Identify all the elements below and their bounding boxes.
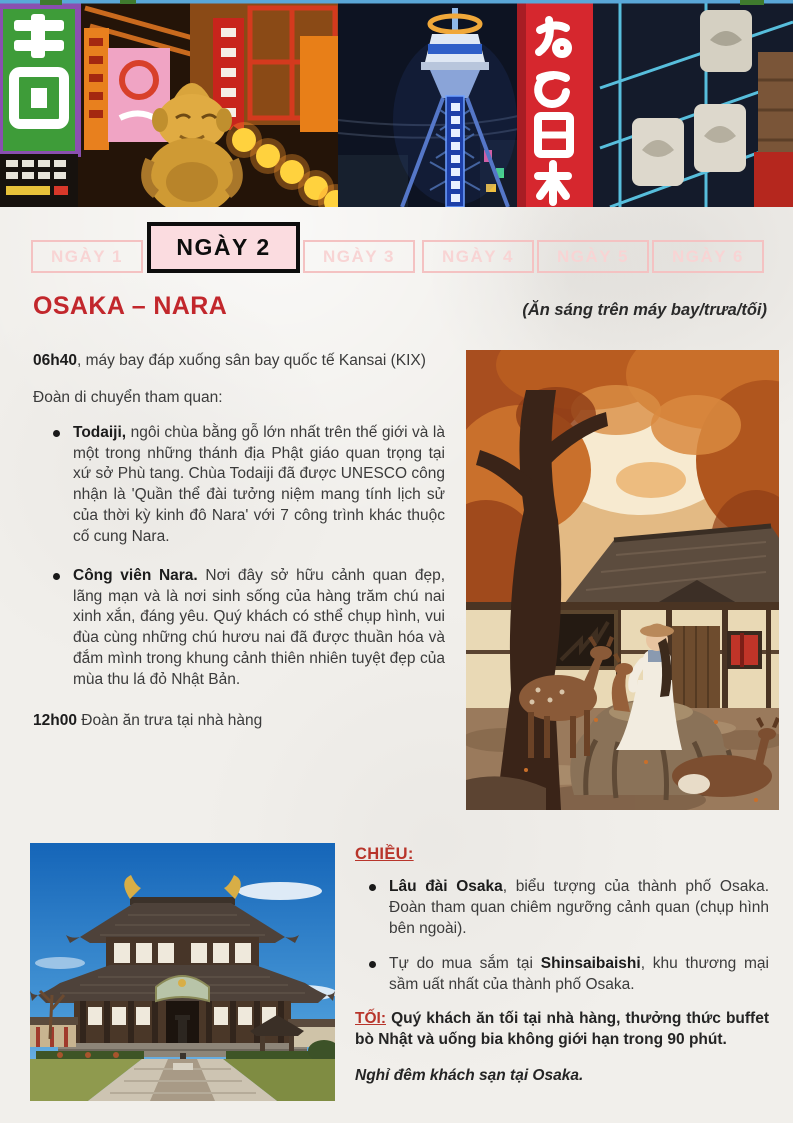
visit-item-todaiji	[33, 423, 445, 548]
arrival-time: 06h40	[33, 352, 77, 369]
osaka-night-photo-art	[0, 0, 793, 207]
osaka-night-photo	[0, 0, 793, 207]
arrival-text: , máy bay đáp xuống sân bay quốc tế Kansai (KIX)	[76, 352, 426, 369]
visit-item-text	[73, 423, 445, 548]
visit-item-text	[389, 877, 769, 940]
todaiji-temple-photo	[30, 843, 335, 1101]
tab-ngay-6[interactable]	[652, 240, 764, 273]
visit-item-osaka-castle	[355, 877, 769, 940]
nara-deer-photo-art	[466, 350, 779, 810]
tab-label: NGÀY 1	[51, 246, 123, 266]
visit-item-text	[389, 954, 769, 996]
evening-text: Quý khách ăn tối tại nhà hàng, thưởng thức buffet bò Nhật và uống bia không giới hạn trong 90 phút.	[355, 1010, 769, 1049]
bullet-dot-icon	[53, 430, 60, 437]
bullet-post: ngôi chùa bằng gỗ lớn nhất trên thế giới và là một trong những thánh địa Phật giáo quan trọng tại xứ sở Phù tang. Chùa Todaiji đã được UNESCO công nhận là 'Quần thể đài tưởng niệm mang tính lịch sử của thời kỳ kinh đô Nara' với 7 công trình khác thuộc cố cung Nara.	[73, 423, 445, 545]
lunch-line	[33, 711, 445, 732]
tab-ngay-5[interactable]	[537, 240, 649, 273]
meal-note: (Ăn sáng trên máy bay/trưa/tối)	[522, 301, 767, 319]
visit-item-shinsaibashi	[355, 954, 769, 996]
page-title: OSAKA – NARA	[33, 292, 228, 320]
intro-line: Đoàn di chuyển tham quan:	[33, 388, 223, 406]
bullet-dot-icon	[369, 884, 376, 891]
evening-label: TỐI:	[355, 1010, 386, 1028]
bullet-bold: Todaiji,	[73, 423, 127, 441]
tab-ngay-4[interactable]	[422, 240, 534, 273]
bullet-dot-icon	[53, 573, 60, 580]
evening-paragraph	[355, 1009, 769, 1051]
night-note: Nghỉ đêm khách sạn tại Osaka.	[355, 1067, 584, 1085]
tab-label: NGÀY 6	[672, 246, 744, 266]
tab-ngay-3[interactable]	[303, 240, 415, 273]
lunch-time: 12h00	[33, 711, 77, 729]
bullet-dot-icon	[369, 961, 376, 968]
visit-item-text	[73, 566, 445, 691]
tab-ngay-1[interactable]	[31, 240, 143, 273]
tab-label: NGÀY 2	[176, 234, 271, 260]
morning-section	[33, 351, 445, 732]
tab-label: NGÀY 3	[323, 246, 395, 266]
lunch-text: Đoàn ăn trưa tại nhà hàng	[76, 711, 263, 729]
bullet-post: Nơi đây sở hữu cảnh quan đẹp, lãng mạn và là nơi sinh sống của hàng trăm chú nai xinh xắn, đáng yêu. Quý khách có sthể chụp hình, vui đùa cùng những chú hươu nai đã được thuần hóa và đắm mình trong khung cảnh thiên nhiên tuyệt đẹp của mùa thu lá đỏ Nhật Bản.	[73, 566, 446, 688]
bullet-bold: Shinsaibaishi	[540, 954, 641, 972]
afternoon-section	[355, 843, 769, 1087]
arrival-line	[33, 351, 445, 372]
bullet-post: , khu thương mại sầm uất nhất của thành phố Osaka.	[389, 954, 769, 993]
tab-label: NGÀY 5	[557, 246, 629, 266]
tab-label: NGÀY 4	[442, 246, 514, 266]
todaiji-temple-photo-art	[30, 843, 335, 1101]
bullet-bold: Lâu đài Osaka	[389, 878, 503, 896]
visit-item-nara-park	[33, 566, 445, 691]
bullet-bold: Công viên Nara.	[73, 566, 198, 584]
bullet-post: , biểu tượng của thành phố Osaka. Đoàn tham quan chiêm ngưỡng cảnh quan (chụp hình bên ngoài).	[389, 878, 770, 937]
nara-deer-photo	[466, 350, 779, 810]
afternoon-heading: CHIỀU:	[355, 845, 414, 863]
tab-ngay-2[interactable]	[147, 222, 300, 273]
bullet-pre: Tự do mua sắm tại	[389, 954, 541, 972]
